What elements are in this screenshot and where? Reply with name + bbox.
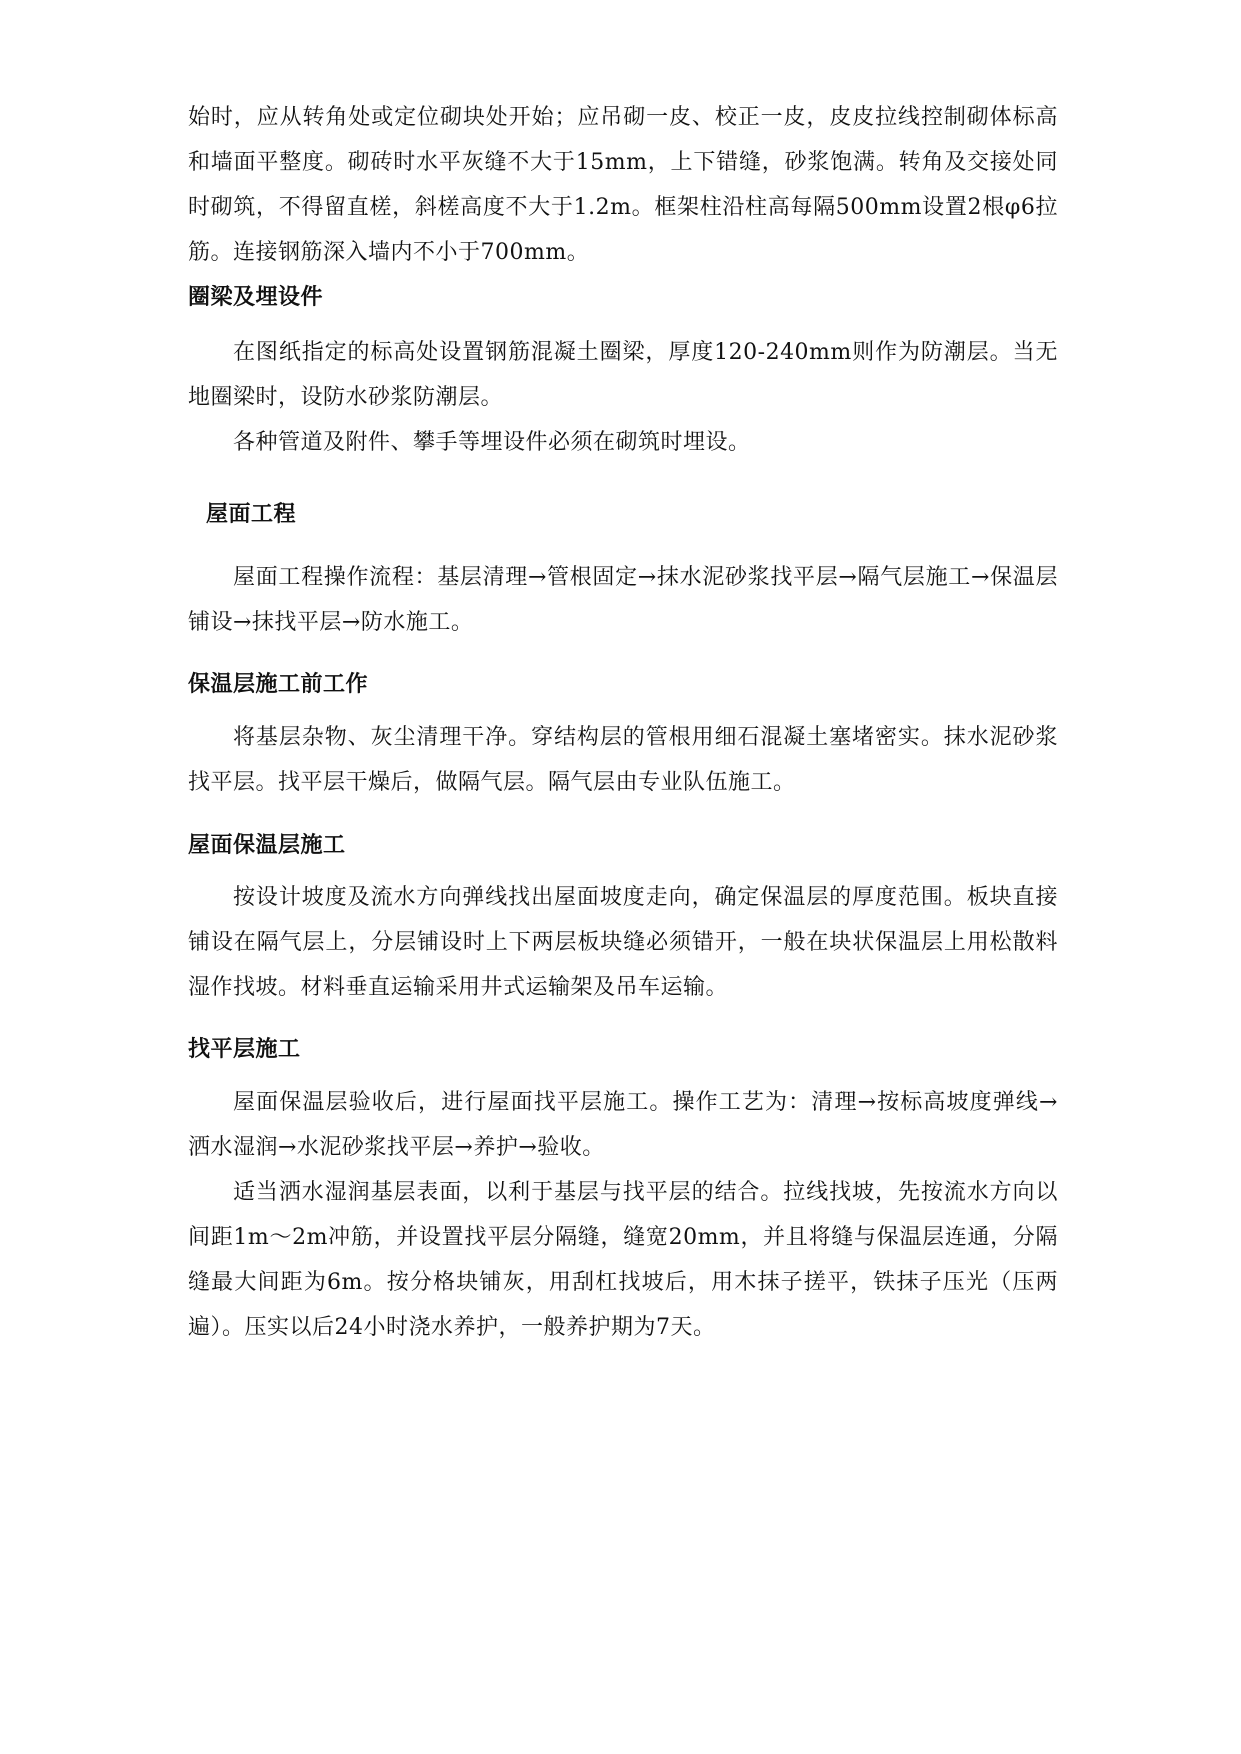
roof-engineering-paragraph: 屋面工程操作流程：基层清理→管根固定→抹水泥砂浆找平层→隔气层施工→保温层铺设→抹找平层→防水施工。 bbox=[188, 565, 1058, 635]
roof-engineering-heading: 屋面工程 bbox=[206, 502, 297, 527]
roof-insulation-heading: 屋面保温层施工 bbox=[188, 833, 346, 858]
insulation-prep-heading: 保温层施工前工作 bbox=[188, 672, 369, 697]
leveling-layer-heading: 找平层施工 bbox=[188, 1037, 301, 1062]
roof-insulation-paragraph: 按设计坡度及流水方向弹线找出屋面坡度走向，确定保温层的厚度范围。板块直接铺设在隔气层上，分层铺设时上下两层板块缝必须错开，一般在块状保温层上用松散料湿作找坡。材料垂直运输采用井式运输架及吊车运输。 bbox=[188, 885, 1058, 1000]
insulation-prep-paragraph: 将基层杂物、灰尘清理干净。穿结构层的管根用细石混凝土塞堵密实。抹水泥砂浆找平层。找平层干燥后，做隔气层。隔气层由专业队伍施工。 bbox=[188, 725, 1058, 795]
intro-paragraph: 始时，应从转角处或定位砌块处开始；应吊砌一皮、校正一皮，皮皮拉线控制砌体标高和墙面平整度。砌砖时水平灰缝不大于15mm，上下错缝，砂浆饱满。转角及交接处同时砌筑，不得留直槎，斜槎高度不大于1.2m。框架柱沿柱高每隔500mm设置2根φ6拉筋。连接钢筋深入墙内不小于700mm。 bbox=[188, 105, 1058, 265]
ring-beam-paragraph-1: 在图纸指定的标高处设置钢筋混凝土圈梁，厚度120-240mm则作为防潮层。当无地圈梁时，设防水砂浆防潮层。 bbox=[188, 340, 1058, 410]
leveling-layer-paragraph-1: 屋面保温层验收后，进行屋面找平层施工。操作工艺为：清理→按标高坡度弹线→洒水湿润→水泥砂浆找平层→养护→验收。 bbox=[188, 1090, 1058, 1160]
ring-beam-heading: 圈梁及埋设件 bbox=[188, 285, 324, 310]
leveling-layer-paragraph-2: 适当洒水湿润基层表面，以利于基层与找平层的结合。拉线找坡，先按流水方向以间距1m～2m冲筋，并设置找平层分隔缝，缝宽20mm，并且将缝与保温层连通，分隔缝最大间距为6m。按分格块铺灰，用刮杠找坡后，用木抹子搓平，铁抹子压光（压两遍）。压实以后24小时浇水养护，一般养护期为7天。 bbox=[188, 1180, 1058, 1340]
ring-beam-paragraph-2: 各种管道及附件、攀手等埋设件必须在砌筑时埋设。 bbox=[233, 430, 751, 455]
